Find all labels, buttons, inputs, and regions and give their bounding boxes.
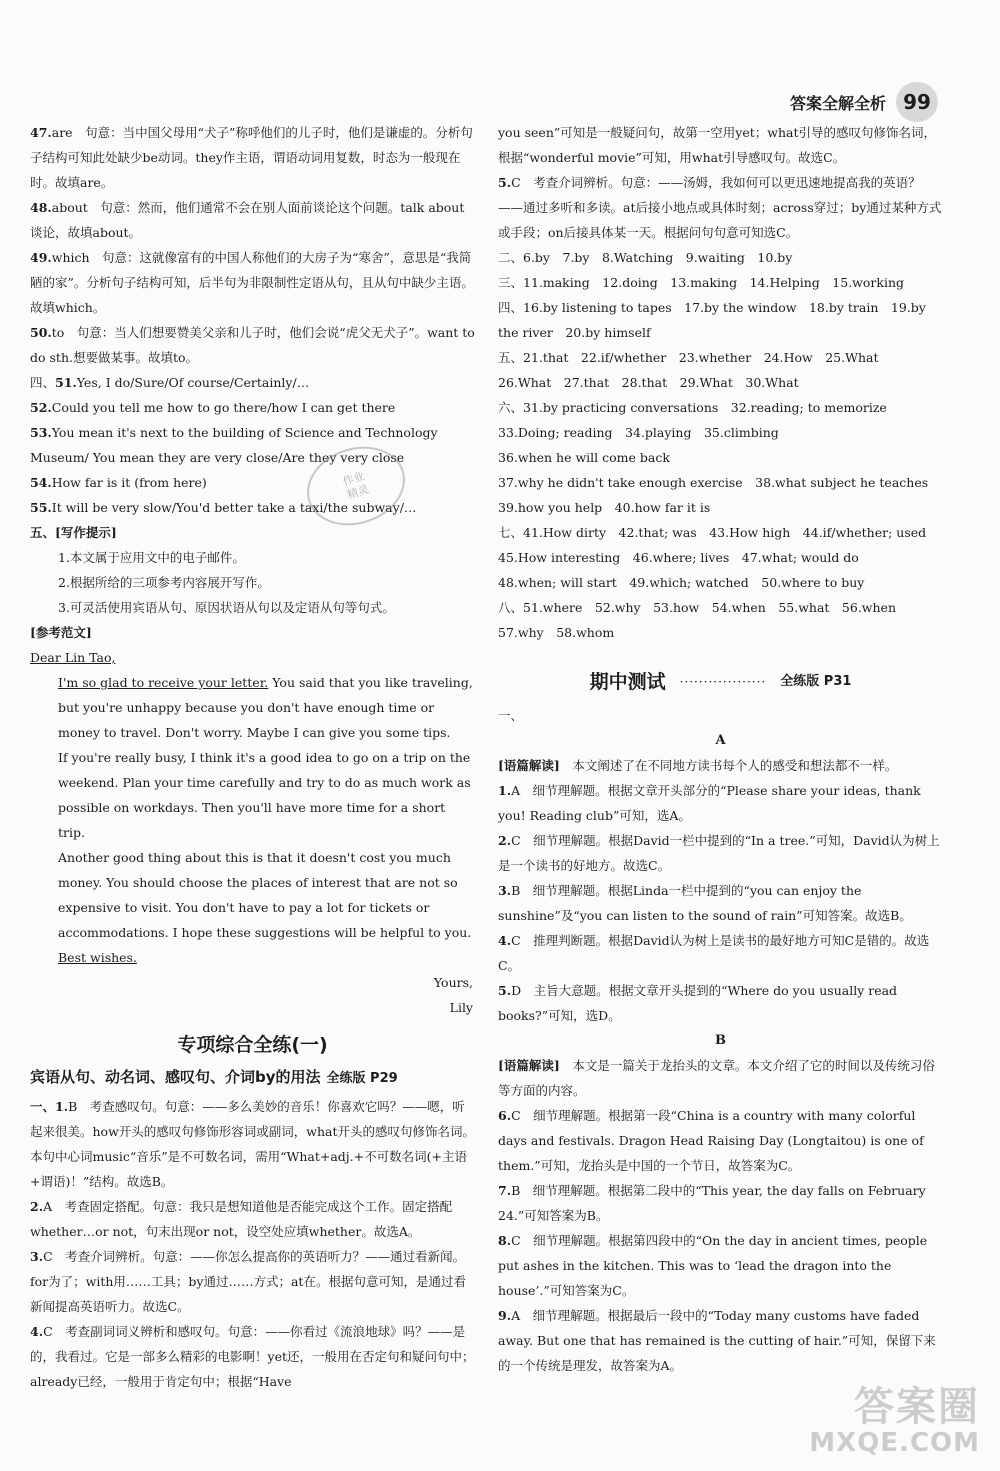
passage-a-summary: [语篇解读] 本文阐述了在不同地方读书每个人的感受和想法都不一样。 xyxy=(498,758,898,773)
answers-section-8: 八、51.where 52.why 53.how 54.when 55.what 56.when 57.why 58.whom xyxy=(498,600,909,640)
passage-b-summary: [语篇解读] 本文是一篇关于龙抬头的文章。本文介绍了它的时间以及传统习俗等方面的内容。 xyxy=(498,1058,935,1098)
answer-55: 55.It will be very slow/You'd better take a taxi/the subway/… xyxy=(30,500,417,515)
answers-section-4: 四、16.by listening to tapes 17.by the window 18.by train 19.by the river 20.by himself xyxy=(498,300,926,340)
answers-section-7: 45.How interesting 46.where; lives 47.what; would do xyxy=(498,550,859,565)
answers-section-6: 36.when he will come back xyxy=(498,450,670,465)
site-watermark xyxy=(809,1385,980,1457)
writing-tip: 2.根据所给的三项参考内容展开写作。 xyxy=(58,575,270,590)
answer-s3: 3.C 考查介词辨析。句意：——你怎么提高你的英语听力？——通过看新闻。for为了；with用……工具；by通过……方式；at在。根据句意可知，是通过看新闻提高英语听力。故选C。 xyxy=(30,1249,466,1314)
answer-m2: 2.C 细节理解题。根据David一栏中提到的“In a tree.”可知，David认为树上是一个读书的好地方。故选C。 xyxy=(498,833,940,873)
answers-section-7: 七、41.How dirty 42.that; was 43.How high 44.if/whether; used xyxy=(498,525,927,540)
answer-m5: 5.D 主旨大意题。根据文章开头提到的“Where do you usually read books?”可知，选D。 xyxy=(498,983,898,1023)
answer-m8: 8.C 细节理解题。根据第四段中的“On the day in ancient times, people put ashes in the kitchen. This was to ‘lead the dragon into the house’.”可知答案为C。 xyxy=(498,1233,928,1298)
answer-49: 49.which 句意：这就像富有的中国人称他们的大房子为“寒舍”，意思是“我简陋的家”。分析句子结构可知，后半句为非限制性定语从句，且从句中缺少主语。故填which。 xyxy=(30,250,474,315)
answer-47: 47.are 句意：当中国父母用“犬子”称呼他们的儿子时，他们是谦虚的。分析句子结构可知此处缺少be动词。they作主语，谓语动词用复数，时态为一般现在时。故填are。 xyxy=(30,125,473,190)
page-number-badge: 99 xyxy=(896,82,938,122)
letter-paragraph: Another good thing about this is that it doesn't cost you much money. You should choose the places of interest that are not so expensive to visit. You don't have to pay a lot for tickets or accommodations. I hope these suggestions will be helpful to you. xyxy=(58,850,472,940)
right-column xyxy=(498,120,943,1378)
answer-52: 52.Could you tell me how to go there/how I can get there xyxy=(30,400,396,415)
section-subtitle: 宾语从句、动名词、感叹句、介词by的用法 全练版 P29 xyxy=(30,1068,398,1086)
letter-greeting: Dear Lin Tao, xyxy=(30,650,116,665)
midterm-page-ref: 全练版 P31 xyxy=(780,674,852,689)
header-title: 答案全解全析 xyxy=(789,93,886,113)
answer-50: 50.to 句意：当人们想要赞美父亲和儿子时，他们会说“虎父无犬子”。want to do sth.想要做某事。故填to。 xyxy=(30,325,475,365)
midterm-title: 期中测试 xyxy=(589,671,666,693)
sample-essay-label: [参考范文] xyxy=(30,625,92,640)
answers-section-5: 五、21.that 22.if/whether 23.whether 24.How 25.What 26.What 27.that 28.that 29.What 30.What xyxy=(498,350,891,390)
answers-section-6: 37.why he didn't take enough exercise 38.what subject he teaches xyxy=(498,475,929,490)
answer-s4-continued: you seen”可知是一般疑问句，故第一空用yet；what引导的感叹句修饰名词，根据“wonderful movie”可知，用what引导感叹句。故选C。 xyxy=(498,125,936,165)
answer-54: 54.How far is it (from here) xyxy=(30,475,207,490)
midterm-dots: ·················· xyxy=(679,675,767,689)
stamp-text: 作业 xyxy=(341,469,367,489)
watermark-url: MXQE.COM xyxy=(809,1428,980,1458)
answer-53: 53.You mean it's next to the building of Science and Technology Museum/ You mean they are very close/Are they very close xyxy=(30,425,438,465)
answers-section-6: 39.how you help 40.how far it is xyxy=(498,500,711,515)
letter-sign-off: Yours, xyxy=(433,975,473,990)
answer-s2: 2.A 考查固定搭配。句意：我只是想知道他是否能完成这个工作。固定搭配whether…or not，句末出现or not，设空处应填whether。故选A。 xyxy=(30,1199,453,1239)
answers-section-6: 33.Doing; reading 34.playing 35.climbing xyxy=(498,425,779,440)
answers-section-2: 二、6.by 7.by 8.Watching 9.waiting 10.by xyxy=(498,250,793,265)
passage-a-label: A xyxy=(715,733,726,748)
answers-section-7: 48.when; will start 49.which; watched 50.where to buy xyxy=(498,575,865,590)
watermark-logo: 答案圈 xyxy=(854,1384,980,1430)
answer-51: 四、51.Yes, I do/Sure/Of course/Certainly/… xyxy=(30,375,310,390)
answer-m6: 6.C 细节理解题。根据第一段“China is a country with many colorful days and festivals. Dragon Head Raising Day (Longtaitou) is one of them.”可知，龙抬头是中国的一个节日，故答案为C。 xyxy=(498,1108,924,1173)
passage-b-label: B xyxy=(715,1033,726,1048)
answers-section-3: 三、11.making 12.doing 13.making 14.Helping 15.working xyxy=(498,275,905,290)
answers-section-6: 六、31.by practicing conversations 32.reading; to memorize xyxy=(498,400,887,415)
part-label: 一、 xyxy=(498,708,524,723)
answer-s5: 5.C 考查介词辨析。句意：——汤姆，我如何可以更迅速地提高我的英语？——通过多听和多读。at后接小地点或具体时刻；across穿过；by通过某种方式或手段；on后接具体某一天。根据问句句意可知选C。 xyxy=(498,175,942,240)
answer-m1: 1.A 细节理解题。根据文章开头部分的“Please share your ideas, thank you! Reading club”可知，选A。 xyxy=(498,783,921,823)
page-header xyxy=(790,82,938,122)
answer-s1: 一、1.B 考查感叹句。句意：——多么美妙的音乐！你喜欢它吗？——嗯，听起来很美。how开头的感叹句修饰形容词或副词，what开头的感叹句修饰名词。本句中心词music“音乐”是不可数名词，需用“What+adj.+不可数名词(+主语+谓语)！”结构。故选B。 xyxy=(30,1099,476,1189)
writing-tip: 3.可灵活使用宾语从句、原因状语从句以及定语从句等句式。 xyxy=(58,600,395,615)
midterm-heading xyxy=(498,667,943,697)
letter-signature: Lily xyxy=(449,1000,473,1015)
answer-48: 48.about 句意：然而，他们通常不会在别人面前谈论这个问题。talk about谈论，故填about。 xyxy=(30,200,465,240)
left-column xyxy=(30,120,475,1394)
letter-closing: Best wishes. xyxy=(58,950,137,965)
answer-s4: 4.C 考查副词词义辨析和感叹句。句意：——你看过《流浪地球》吗？——是的，我看过。它是一部多么精彩的电影啊！yet还，一般用在否定句和疑问句中；already已经，一般用于肯定句中；根据“Have xyxy=(30,1324,475,1389)
stamp-text: 精灵 xyxy=(345,482,371,502)
answer-m3: 3.B 细节理解题。根据Linda一栏中提到的“you can enjoy the sunshine”及“you can listen to the sound of rain”可知答案。故选B。 xyxy=(498,883,912,923)
answer-m4: 4.C 推理判断题。根据David认为树上是读书的最好地方可知C是错的。故选C。 xyxy=(498,933,930,973)
letter-paragraph: If you're really busy, I think it's a good idea to go on a trip on the weekend. Plan your time carefully and try to do as much work as possible on workdays. Then you'll have more time for a short trip. xyxy=(58,750,471,840)
letter-paragraph: I'm so glad to receive your letter. You said that you like traveling, but you're unhappy because you don't have enough time or money to travel. Don't worry. Maybe I can give you some tips. xyxy=(58,675,473,740)
answer-m7: 7.B 细节理解题。根据第二段中的“This year, the day falls on February 24.”可知答案为B。 xyxy=(498,1183,926,1223)
answer-m9: 9.A 细节理解题。根据最后一段中的“Today many customs have faded away. But one that has remained is the cutting of hair.”可知，保留下来的一个传统是理发，故答案为A。 xyxy=(498,1308,936,1373)
writing-tip: 1.本文属于应用文中的电子邮件。 xyxy=(58,550,245,565)
writing-tips-label: 五、[写作提示] xyxy=(30,525,117,540)
section-title: 专项综合全练(一) xyxy=(177,1034,328,1056)
